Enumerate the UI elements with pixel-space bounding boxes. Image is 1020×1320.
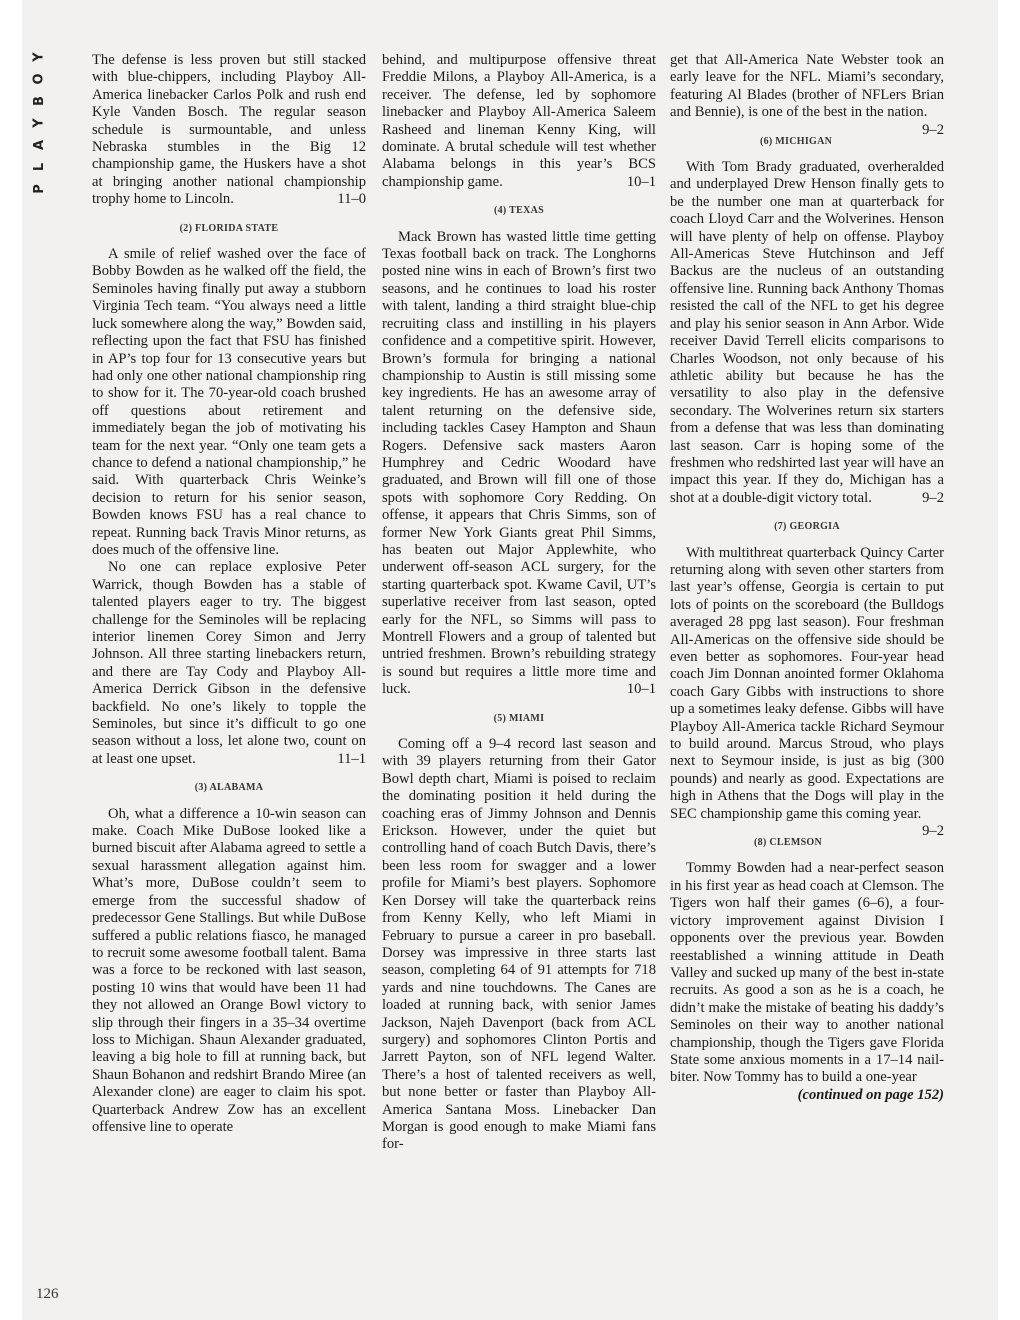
florida-state-paragraph-2: No one can replace explosive Peter Warrick, though Bowden has a stable of talented players eager to try. The biggest challenge for the Seminoles will be replacing interior linemen Corey Simon and Jerry Johnson. All three starting linebackers return, and there are Tay Cody and Playboy All-America Derrick Gibson in the defensive backfield. No one’s likely to topple the Seminoles, but since it’s difficult to go one season without a loss, let alone two, count on at least one upset.: [92, 559, 366, 767]
nebraska-ending: [92, 52, 366, 209]
section-heading-miami: (5) MIAMI: [493, 712, 545, 724]
alabama-paragraph-continued: behind, and multipurpose offensive threat Freddie Milons, a Playboy All-America, is a receiver. The defense, led by sophomore linebacker and Playboy All-America Saleem Rasheed and lineman Kenny King, will dominate. A brutal schedule will test whether Alabama belongs in this year’s BCS championship game.: [382, 52, 656, 190]
page-number: 126: [36, 1286, 59, 1302]
georgia-record: 9–2: [922, 823, 944, 840]
georgia-paragraph-1: With multithreat quarterback Quincy Carter returning along with seven other starters from last year’s offense, Georgia is certain to put lots of points on the scoreboard (the Bulldogs averaged 28 ppg last season). Four freshman All-Americas on the offensive side should be even better as sophomores. Four-year head coach Jim Donnan anointed former Oklahoma coach Gary Gibbs with instructions to shore up a sometimes leaky defense. Gibbs will have Playboy All-America tackle Richard Seymour to build around. Marcus Stroud, who plays next to Seymour inside, is just as big (300 pounds) and nearly as good. Expectations are high in Athens that the Dogs will play in the SEC championship game this coming year.: [670, 544, 944, 822]
section-heading-michigan: (6) MICHIGAN: [759, 135, 833, 147]
logo-letter: Y: [31, 52, 47, 62]
logo-letter: B: [31, 96, 47, 106]
michigan-record: 9–2: [922, 489, 944, 506]
florida-state-paragraph-1: A smile of relief washed over the face of Bobby Bowden as he walked off the field, the Seminoles having finally put away a stubborn Virginia Tech team. “You always need a little luck somewhere along the way,” Bowden said, reflecting upon the fact that FSU has finished in AP’s top four for 13 consecutive years but had only one other national championship ring to show for it. The 70-year-old coach brushed off questions about retirement and immediately began the job of motivating his team for the next year. “Only one team gets a chance to defend a national championship,” he said. With quarterback Chris Weinke’s decision to return for his senior season, Bowden knows FSU has a real chance to repeat. Running back Travis Minor returns, as does much of the offensive line.: [92, 246, 366, 558]
section-heading-clemson: (8) CLEMSON: [754, 837, 823, 849]
texas-paragraph-1: Mack Brown has wasted little time getting Texas football back on track. The Longhorns posted nine wins in each of Brown’s first two seasons, and he continues to load his roster with talent, landing a third straight blue-chip recruiting class and instilling in his players confidence and a competitive spirit. However, Brown’s formula for bringing a national championship to Austin is still missing some key ingredients. He has an awesome array of talent returning on the defensive side, including tackles Casey Hampton and Shaun Rogers. Defensive sack masters Aaron Humphrey and Cedric Woodard have graduated, and Brown will fill one of those spots with sophomore Cory Redding. On offense, it appears that Chris Simms, son of former New York Giants great Phil Simms, has beaten out Major Applewhite, who underwent off-season ACL surgery, for the starting quarterback spot. Kwame Cavil, UT’s superlative receiver from last season, opted early for the NFL, so Simms will pass to Montrell Flowers and a group of talented but untried freshmen. Brown’s rebuilding strategy is sound but requires a little more time and luck.: [382, 228, 656, 698]
section-heading-florida-state: (2) FLORIDA STATE: [179, 222, 279, 234]
section-heading-texas: (4) TEXAS: [493, 205, 545, 217]
playboy-side-logo: [30, 46, 50, 200]
miami-record: 9–2: [922, 121, 944, 138]
nebraska-paragraph: The defense is less proven but still stacked with blue-chippers, including Playboy All-America linebacker Carlos Polk and rush end Kyle Vanden Bosch. The regular season schedule is surmountable, and unless Nebraska stumbles in the Big 12 championship game, the Huskers have a shot at bringing another national championship trophy home to Lincoln.: [92, 52, 366, 208]
miami-paragraph-continued: get that All-America Nate Webster took an early leave for the NFL. Miami’s secondary, featuring Al Blades (brother of NFLers Brian and Bennie), is one of the best in the nation.: [670, 52, 944, 121]
continued-note: (continued on page 152): [797, 1086, 944, 1103]
logo-letter: L: [31, 162, 47, 172]
logo-letter: P: [32, 184, 47, 194]
alabama-paragraph-1: Oh, what a difference a 10-win season can make. Coach Mike DuBose looked like a burned biscuit after Alabama agreed to settle a sexual harassment allegation against him. What’s more, DuBose couldn’t seem to emerge from the successful shadow of predecessor Gene Stallings. But while DuBose suffered a public relations fiasco, he managed to recruit some awesome football talent. Bama was a force to be reckoned with last season, posting 10 wins that would have been 11 had they not allowed an Orange Bowl victory to slip through their fingers in a 35–34 overtime loss to Michigan. Shaun Alexander graduated, leaving a big hole to fill at running back, but Shaun Bohanon and redshirt Brando Miree (an Alexander clone) are eager to claim his spot. Quarterback Andrew Zow has an excellent offensive line to operate: [92, 805, 366, 1135]
section-heading-georgia: (7) GEORGIA: [774, 521, 840, 533]
logo-letter: A: [32, 139, 47, 151]
column-1: [92, 52, 366, 1136]
nebraska-record: 11–0: [337, 191, 366, 208]
miami-paragraph-1: Coming off a 9–4 record last season and with 39 players returning from their Gator Bowl depth chart, Miami is poised to reclaim the dominating position it held during the coaching eras of Jimmy Johnson and Dennis Erickson. However, under the quiet but controlling hand of coach Butch Davis, there’s been less room for swagger and a lower profile for Miami’s best players. Sophomore Ken Dorsey will take the quarterback reins from Kenny Kelly, who left Miami in February to pursue a career in pro baseball. Dorsey was impressive in three starts last season, completing 64 of 91 attempts for 718 yards and nine touchdowns. The Canes are loaded at running back, with senior James Jackson, Najeh Davenport (back from ACL surgery) and sophomores Clinton Portis and Jarrett Payton, son of NFL legend Walter. There’s a host of talented receivers as well, but none better or faster than Playboy All-America Santana Moss. Linebacker Dan Morgan is good enough to make Miami fans for-: [382, 736, 656, 1153]
texas-record: 10–1: [626, 681, 656, 698]
alabama-record: 10–1: [626, 173, 656, 190]
section-heading-alabama: (3) ALABAMA: [194, 782, 264, 794]
florida-state-record: 11–1: [337, 750, 366, 767]
logo-letter: Y: [31, 118, 47, 128]
column-2: [382, 52, 656, 1154]
column-3: [670, 52, 944, 1104]
michigan-paragraph-1: With Tom Brady graduated, overheralded and underplayed Drew Henson finally gets to be the number one man at quarterback for coach Lloyd Carr and the Wolverines. Henson will have plenty of help on offense. Playboy All-Americas Steve Hutchinson and Jeff Backus are the nucleus of an outstanding offensive line. Running back Anthony Thomas resisted the call of the NFL to get his degree and play his senior season in Ann Arbor. Wide receiver David Terrell elicits comparisons to Charles Woodson, not only because of his athletic ability but because he has the versatility to also play in the defensive secondary. The Wolverines return six starters from a defense that was less than dominating last season. Carr is hoping some of the freshmen who redshirted last year will have an impact this year. If they do, Michigan has a shot at a double-digit victory total.: [670, 159, 944, 506]
logo-letter: O: [32, 73, 47, 85]
clemson-paragraph-1: Tommy Bowden had a near-perfect season in his first year as head coach at Clemson. The Tigers won half their games (6–6), a four-victory improvement against Division I opponents over the previous year. Bowden reestablished a winning attitude in Death Valley and sucked up many of the best in-state recruits. As good a son as he is a coach, he didn’t make the mistake of beating his daddy’s Seminoles on their way to another national championship, though the Tigers gave Florida State some anxious moments in a 17–14 nail-biter. Now Tommy has to build a one-year: [670, 860, 944, 1086]
